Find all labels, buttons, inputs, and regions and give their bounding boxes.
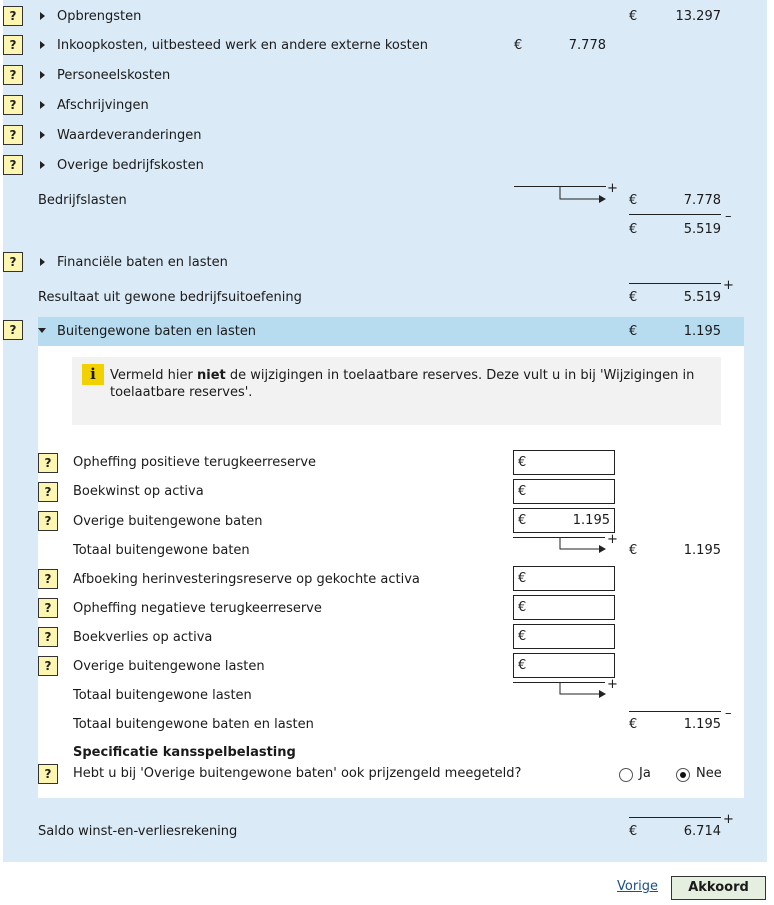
help-icon[interactable]: ? bbox=[38, 511, 58, 531]
sum-line bbox=[629, 711, 721, 712]
currency-symbol: € bbox=[629, 324, 638, 339]
bedrijfslasten-amount: 7.778 bbox=[683, 193, 721, 208]
plus-sign: + bbox=[723, 812, 734, 827]
opheffing-positieve-input[interactable]: € bbox=[513, 450, 615, 475]
bedrijfslasten-result-amount: 5.519 bbox=[683, 222, 721, 237]
section-financiele[interactable]: Financiële baten en lasten bbox=[57, 255, 228, 270]
boekwinst-input[interactable]: € bbox=[513, 479, 615, 504]
field-label: Opheffing negatieve terugkeerreserve bbox=[73, 601, 322, 616]
help-icon[interactable]: ? bbox=[3, 252, 23, 272]
akkoord-button[interactable]: Akkoord bbox=[671, 876, 766, 900]
resultaat-gewone-amount: 5.519 bbox=[683, 290, 721, 305]
info-text: Vermeld hier niet de wijzigingen in toelaatbare reserves. Deze vult u in bij 'Wijzigingen in toelaatbare reserves'. bbox=[110, 368, 695, 400]
expand-arrow-icon[interactable] bbox=[40, 71, 45, 79]
info-icon: i bbox=[82, 364, 104, 385]
expand-arrow-icon[interactable] bbox=[40, 41, 45, 49]
section-buitengewone[interactable]: Buitengewone baten en lasten bbox=[57, 324, 257, 339]
expand-arrow-icon[interactable] bbox=[40, 131, 45, 139]
help-icon[interactable]: ? bbox=[3, 6, 23, 26]
help-icon[interactable]: ? bbox=[38, 453, 58, 473]
field-label: Overige buitengewone baten bbox=[73, 514, 263, 529]
field-label: Overige buitengewone lasten bbox=[73, 659, 265, 674]
buitengewone-amount: 1.195 bbox=[683, 324, 721, 339]
collapse-arrow-icon[interactable] bbox=[38, 328, 46, 333]
field-label: Boekverlies op activa bbox=[73, 630, 213, 645]
help-icon[interactable]: ? bbox=[38, 482, 58, 502]
currency-symbol: € bbox=[629, 717, 638, 732]
section-afschrijvingen[interactable]: Afschrijvingen bbox=[57, 98, 149, 113]
kansspel-heading: Specificatie kansspelbelasting bbox=[73, 745, 296, 760]
currency-symbol: € bbox=[629, 824, 638, 839]
plus-sign: + bbox=[607, 532, 618, 547]
bedrijfslasten-label: Bedrijfslasten bbox=[38, 193, 127, 208]
sum-line bbox=[629, 817, 721, 818]
opbrengsten-amount: 13.297 bbox=[675, 9, 721, 24]
totaal-baten-label: Totaal buitengewone baten bbox=[73, 543, 250, 558]
plus-sign: + bbox=[723, 278, 734, 293]
overige-lasten-input[interactable]: € bbox=[513, 653, 615, 678]
help-icon[interactable]: ? bbox=[3, 95, 23, 115]
help-icon[interactable]: ? bbox=[3, 320, 23, 340]
section-overige-bedrijfskosten[interactable]: Overige bedrijfskosten bbox=[57, 158, 204, 173]
help-icon[interactable]: ? bbox=[38, 764, 58, 784]
section-personeelskosten[interactable]: Personeelskosten bbox=[57, 68, 171, 83]
expand-arrow-icon[interactable] bbox=[40, 101, 45, 109]
sum-line bbox=[629, 283, 721, 284]
section-waardeveranderingen[interactable]: Waardeveranderingen bbox=[57, 128, 202, 143]
help-icon[interactable]: ? bbox=[38, 569, 58, 589]
expand-arrow-icon[interactable] bbox=[40, 258, 45, 266]
afboeking-input[interactable]: € bbox=[513, 566, 615, 591]
expand-arrow-icon[interactable] bbox=[40, 161, 45, 169]
inkoopkosten-amount: 7.778 bbox=[568, 38, 606, 53]
help-icon[interactable]: ? bbox=[3, 125, 23, 145]
currency-symbol: € bbox=[629, 290, 638, 305]
help-icon[interactable]: ? bbox=[3, 35, 23, 55]
radio-ja[interactable] bbox=[619, 768, 633, 782]
help-icon[interactable]: ? bbox=[38, 598, 58, 618]
section-inkoopkosten[interactable]: Inkoopkosten, uitbesteed werk en andere externe kosten bbox=[57, 38, 428, 53]
currency-symbol: € bbox=[629, 9, 638, 24]
transfer-arrow-icon bbox=[558, 538, 608, 556]
currency-symbol: € bbox=[629, 543, 638, 558]
vorige-link[interactable]: Vorige bbox=[617, 879, 659, 894]
radio-nee-label[interactable]: Nee bbox=[696, 766, 722, 781]
opheffing-negatieve-input[interactable]: € bbox=[513, 595, 615, 620]
totaal-baten-amount: 1.195 bbox=[683, 543, 721, 558]
currency-symbol: € bbox=[629, 193, 638, 208]
minus-sign: – bbox=[725, 706, 732, 721]
radio-nee[interactable] bbox=[676, 768, 690, 782]
section-opbrengsten[interactable]: Opbrengsten bbox=[57, 9, 142, 24]
plus-sign: + bbox=[607, 677, 618, 692]
totaal-baten-lasten-amount: 1.195 bbox=[683, 717, 721, 732]
help-icon[interactable]: ? bbox=[3, 155, 23, 175]
currency-symbol: € bbox=[629, 222, 638, 237]
totaal-lasten-label: Totaal buitengewone lasten bbox=[73, 688, 252, 703]
field-label: Opheffing positieve terugkeerreserve bbox=[73, 455, 317, 470]
totaal-baten-lasten-label: Totaal buitengewone baten en lasten bbox=[73, 717, 314, 732]
saldo-amount: 6.714 bbox=[683, 824, 721, 839]
sum-line bbox=[629, 214, 721, 215]
field-label: Boekwinst op activa bbox=[73, 484, 204, 499]
help-icon[interactable]: ? bbox=[38, 627, 58, 647]
kansspel-question: Hebt u bij 'Overige buitengewone baten' ook prijzengeld meegeteld? bbox=[73, 766, 522, 781]
currency-symbol: € bbox=[514, 38, 523, 53]
resultaat-gewone-label: Resultaat uit gewone bedrijfsuitoefening bbox=[38, 290, 302, 305]
saldo-label: Saldo winst-en-verliesrekening bbox=[38, 824, 238, 839]
plus-sign: + bbox=[607, 181, 618, 196]
field-label: Afboeking herinvesteringsreserve op gekochte activa bbox=[73, 572, 420, 587]
help-icon[interactable]: ? bbox=[3, 65, 23, 85]
minus-sign: – bbox=[725, 209, 732, 224]
overige-baten-input[interactable]: € 1.195 bbox=[513, 508, 615, 533]
boekverlies-input[interactable]: € bbox=[513, 624, 615, 649]
radio-ja-label[interactable]: Ja bbox=[639, 766, 651, 781]
help-icon[interactable]: ? bbox=[38, 656, 58, 676]
transfer-arrow-icon bbox=[558, 683, 608, 701]
expand-arrow-icon[interactable] bbox=[40, 12, 45, 20]
transfer-arrow-icon bbox=[558, 187, 608, 205]
